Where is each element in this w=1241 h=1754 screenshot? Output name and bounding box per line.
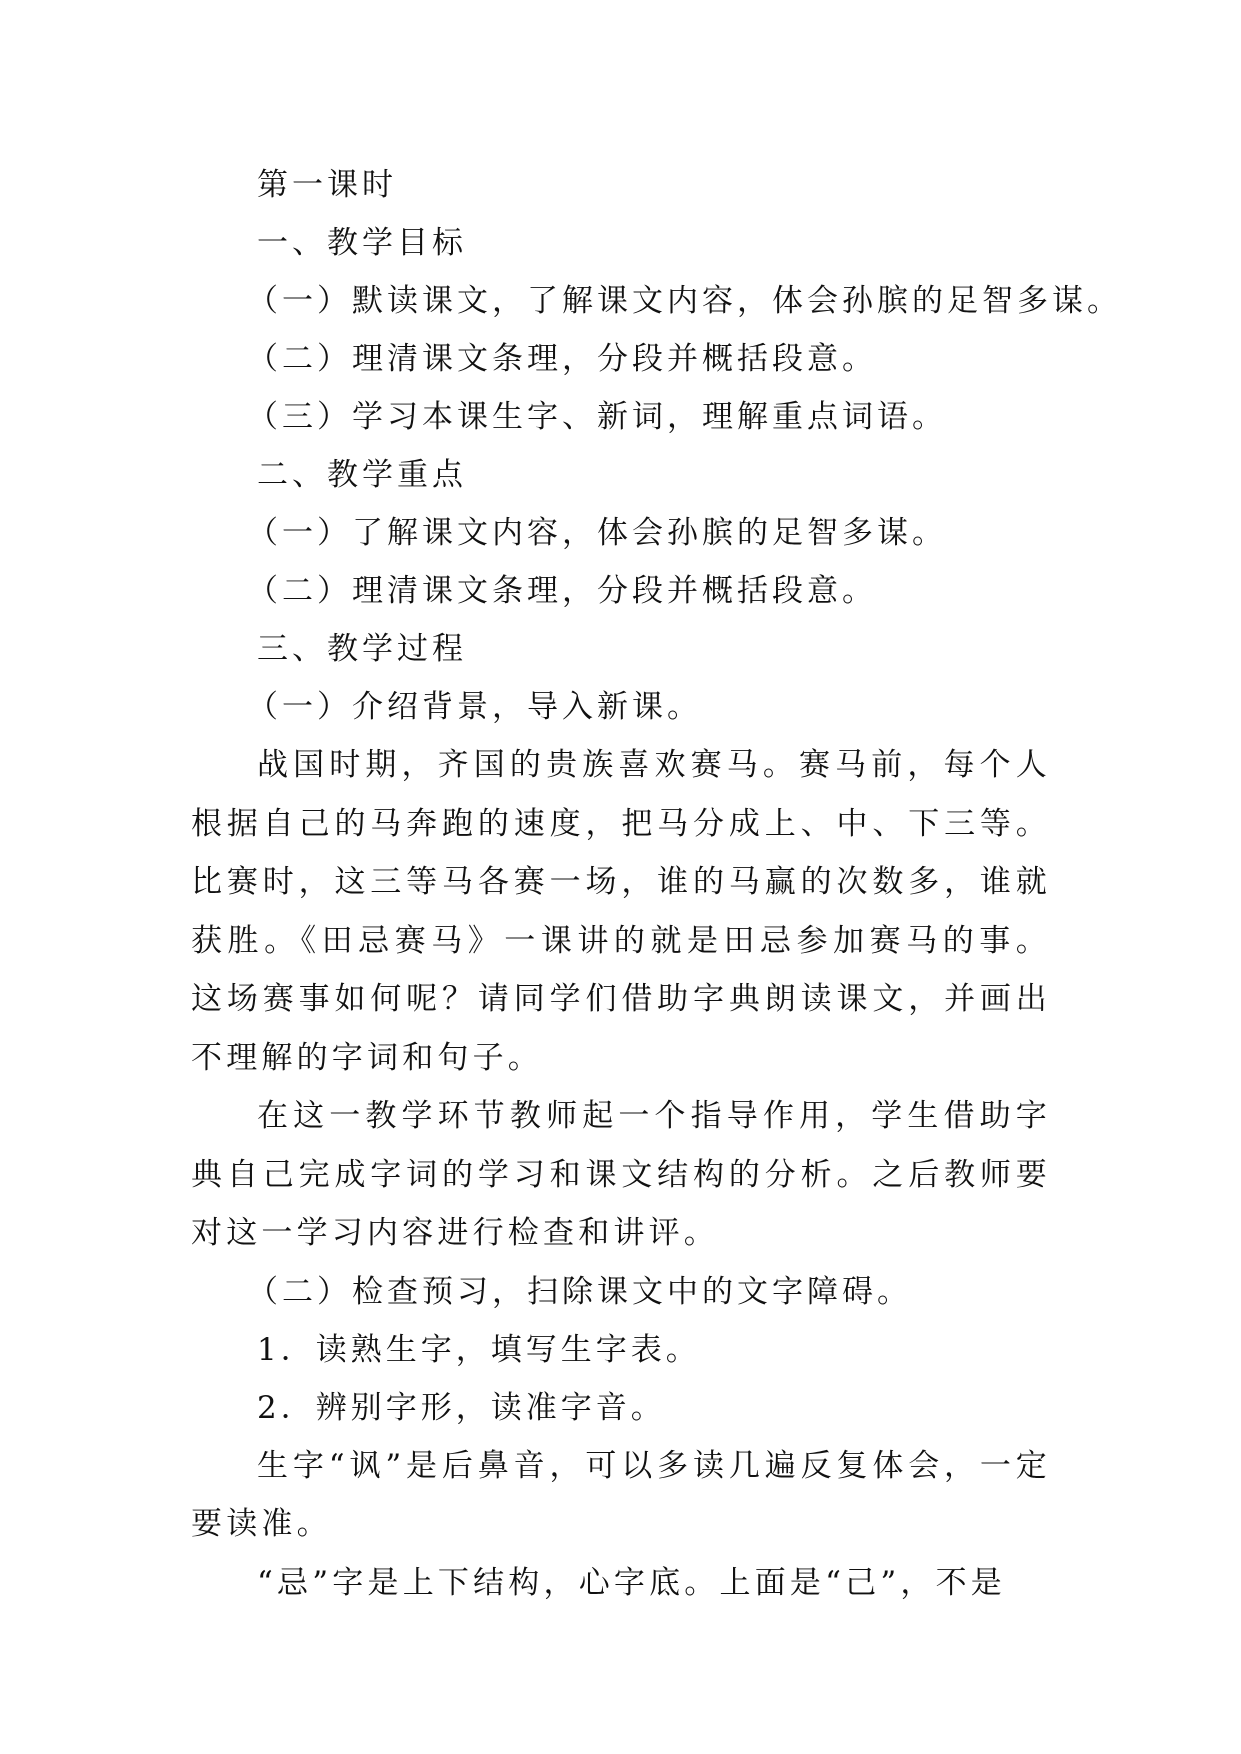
process-step: （一）介绍背景，导入新课。	[247, 689, 702, 725]
objective-item: （三）学习本课生字、新词，理解重点词语。	[247, 399, 947, 435]
document-body	[191, 156, 1122, 1612]
objective-item: （一）默读课文，了解课文内容，体会孙膑的足智多谋。	[247, 283, 1122, 319]
character-shape-paragraph: “忌”字是上下结构，心字底。上面是“己”，不是	[257, 1564, 1006, 1601]
objective-item: （二）理清课文条理，分段并概括段意。	[247, 341, 877, 377]
teaching-note-paragraph: 在这一教学环节教师起一个指导作用，学生借助字典自己完成字词的学习和课文结构的分析。之后教师要对这一学习内容进行检查和讲评。	[191, 1098, 1051, 1251]
process-step: （二）检查预习，扫除课文中的文字障碍。	[247, 1273, 912, 1310]
section-heading-objectives: 一、教学目标	[257, 225, 467, 261]
background-paragraph: 战国时期，齐国的贵族喜欢赛马。赛马前，每个人根据自己的马奔跑的速度，把马分成上、中、下三等。比赛时，这三等马各赛一场，谁的马赢的次数多，谁就获胜。《田忌赛马》一课讲的就是田忌参加赛马的事。这场赛事如何呢？请同学们借助字典朗读课文，并画出不理解的字词和句子。	[191, 747, 1051, 1076]
key-point-item: （二）理清课文条理，分段并概括段意。	[247, 573, 877, 609]
pronunciation-paragraph: 生字“讽”是后鼻音，可以多读几遍反复体会，一定要读准。	[191, 1447, 1051, 1542]
sub-step: 2．辨别字形，读准字音。	[257, 1389, 666, 1426]
section-heading-process: 三、教学过程	[257, 631, 467, 667]
sub-step: 1．读熟生字，填写生字表。	[257, 1331, 701, 1368]
section-heading-key-points: 二、教学重点	[257, 457, 467, 493]
lesson-title: 第一课时	[257, 167, 397, 203]
key-point-item: （一）了解课文内容，体会孙膑的足智多谋。	[247, 515, 947, 551]
